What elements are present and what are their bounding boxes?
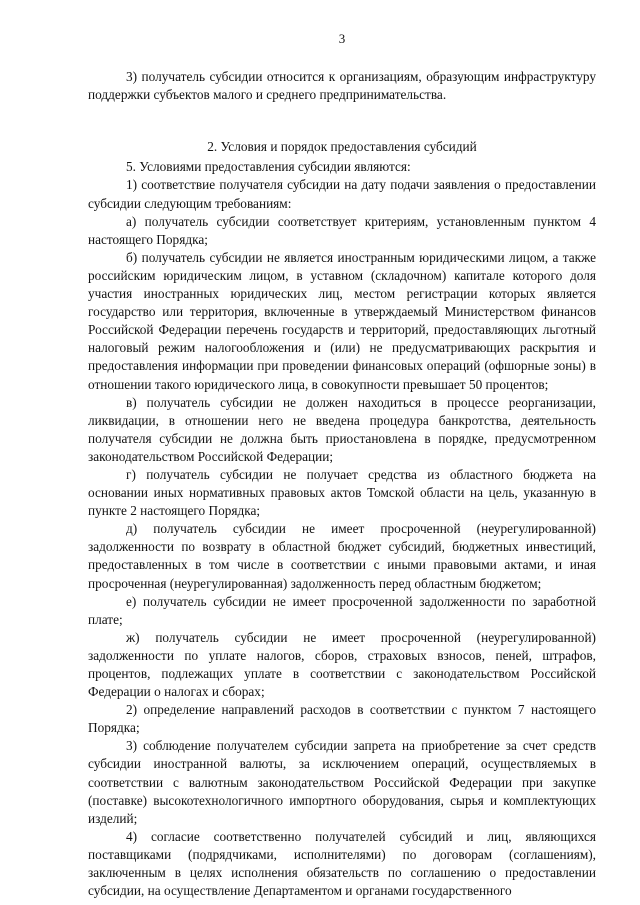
paragraph-requirement-e: е) получатель субсидии не имеет просроченной задолженности по заработной плате; xyxy=(88,593,596,627)
paragraph-requirement-a: а) получатель субсидии соответствует критериям, установленным пунктом 4 настоящего Порядка; xyxy=(88,213,596,247)
paragraph-requirement-zh: ж) получатель субсидии не имеет просроченной (неурегулированной) задолженности по уплате налогов, сборов, страховых взносов, пеней, штрафов, процентов, подлежащих уплате в соответствии с законодательством Российской Федерации о налогах и сборах; xyxy=(88,629,596,700)
paragraph-requirement-d: д) получатель субсидии не имеет просроченной (неурегулированной) задолженности по возврату в областной бюджет субсидий, бюджетных инвестиций, предоставленных в том числе в соответствии с иными правовыми актами, и иная просроченная (неурегулированная) задолженность перед областным бюджетом; xyxy=(88,521,596,591)
paragraph-condition-1: 1) соответствие получателя субсидии на дату подачи заявления о предоставлении субсидии следующим требованиям: xyxy=(88,177,596,211)
document-page xyxy=(88,30,596,900)
paragraph-conditions-intro: 5. Условиями предоставления субсидии являются: xyxy=(126,159,411,175)
paragraph-condition-3: 3) соблюдение получателем субсидии запрета на приобретение за счет средств субсидии иностранной валюты, за исключением операций, осуществляемых в соответствии с валютным законодательством Российской Федерации при закупке (поставке) высокотехнологичного импортного оборудования, сырья и комплектующих изделий; xyxy=(88,738,596,826)
paragraph-condition-2: 2) определение направлений расходов в соответствии с пунктом 7 настоящего Порядка; xyxy=(88,702,596,736)
paragraph-requirement-v: в) получатель субсидии не должен находиться в процессе реорганизации, ликвидации, в отношении него не введена процедура банкротства, деятельность получателя субсидии не должна быть приостановлена в порядке, предусмотренном законодательством Российской Федерации; xyxy=(88,394,596,464)
section-title: 2. Условия и порядок предоставления субсидий xyxy=(207,139,477,155)
paragraph-condition-4: 4) согласие соответственно получателей субсидий и лиц, являющихся поставщиками (подрядчиками, исполнителями) по договорам (соглашениям), заключенным в целях исполнения обязательств по соглашению о предоставлении субсидии, на осуществление Департаментом и органами государственного xyxy=(88,828,596,899)
intro-item: 3) получатель субсидии относится к организациям, образующим инфраструктуру поддержки субъектов малого и среднего предпринимательства. xyxy=(88,69,596,103)
paragraph-requirement-b: б) получатель субсидии не является иностранным юридическими лицом, а также российским юридическим лицом, в уставном (складочном) капитале которого доля участия иностранных юридических лиц, местом регистрации которых является государство или территория, включенные в утверждаемый Министерством финансов Российской Федерации перечень государств и территорий, предоставляющих льготный налоговый режим налогообложения и (или) не предусматривающих раскрытия и предоставления информации при проведении финансовых операций (офшорные зоны) в отношении такого юридического лица, в совокупности превышает 50 процентов; xyxy=(88,249,596,392)
page-number: 3 xyxy=(338,31,346,46)
paragraph-requirement-g: г) получатель субсидии не получает средства из областного бюджета на основании иных нормативных правовых актов Томской области на цель, указанную в пункте 2 настоящего Порядка; xyxy=(88,466,596,519)
